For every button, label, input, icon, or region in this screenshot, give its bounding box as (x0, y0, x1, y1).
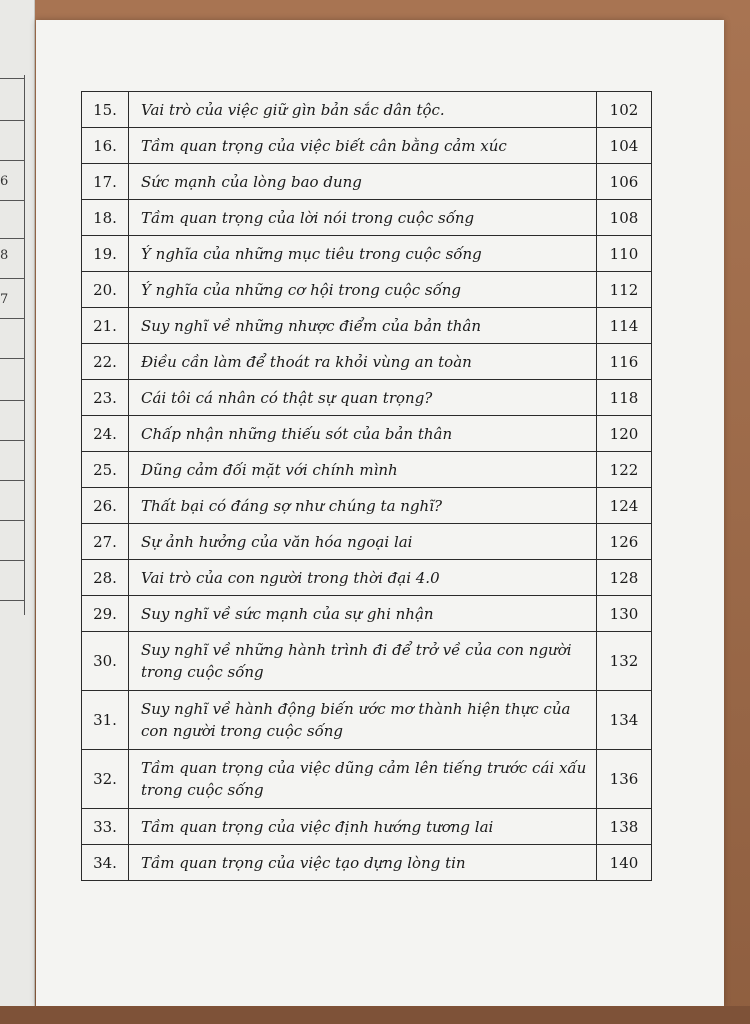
left-page-rule (0, 238, 24, 239)
toc-row-title: Sự ảnh hưởng của văn hóa ngoại lai (129, 524, 597, 560)
toc-row-page: 110 (597, 236, 652, 272)
toc-row (82, 691, 652, 750)
toc-row (82, 308, 652, 344)
toc-row-page: 136 (597, 750, 652, 809)
toc-row-title: Điều cần làm để thoát ra khỏi vùng an toàn (129, 344, 597, 380)
toc-row (82, 596, 652, 632)
toc-row-number: 34. (82, 845, 129, 881)
toc-row (82, 164, 652, 200)
toc-row (82, 92, 652, 128)
toc-row (82, 200, 652, 236)
left-page-rule (0, 318, 24, 319)
toc-row-page: 102 (597, 92, 652, 128)
toc-row-page: 122 (597, 452, 652, 488)
left-page-rule (0, 200, 24, 201)
toc-row-page: 116 (597, 344, 652, 380)
toc-row-title: Ý nghĩa của những cơ hội trong cuộc sống (129, 272, 597, 308)
toc-row (82, 560, 652, 596)
left-page-edge (0, 0, 35, 1024)
left-page-table-border (24, 75, 25, 615)
toc-row-page: 132 (597, 632, 652, 691)
left-page-rule (0, 120, 24, 121)
toc-row (82, 809, 652, 845)
toc-row (82, 750, 652, 809)
toc-row (82, 236, 652, 272)
toc-row (82, 416, 652, 452)
left-page-rule (0, 358, 24, 359)
toc-row-title: Suy nghĩ về hành động biến ước mơ thành hiện thực của con người trong cuộc sống (129, 691, 597, 750)
left-page-rule (0, 160, 24, 161)
toc-row-number: 20. (82, 272, 129, 308)
left-page-rule (0, 78, 24, 79)
left-page-number: 7 (0, 292, 9, 307)
toc-row-number: 15. (82, 92, 129, 128)
toc-row-number: 29. (82, 596, 129, 632)
toc-row-page: 138 (597, 809, 652, 845)
toc-row-number: 25. (82, 452, 129, 488)
toc-row (82, 128, 652, 164)
toc-row (82, 524, 652, 560)
toc-row-page: 140 (597, 845, 652, 881)
toc-row-title: Suy nghĩ về sức mạnh của sự ghi nhận (129, 596, 597, 632)
toc-row-title: Tầm quan trọng của lời nói trong cuộc sống (129, 200, 597, 236)
toc-row-title: Thất bại có đáng sợ như chúng ta nghĩ? (129, 488, 597, 524)
toc-row (82, 380, 652, 416)
toc-row (82, 845, 652, 881)
toc-row-number: 16. (82, 128, 129, 164)
left-page-rule (0, 560, 24, 561)
toc-row-page: 114 (597, 308, 652, 344)
left-page-rule (0, 520, 24, 521)
table-of-contents (81, 91, 652, 881)
table-surface (0, 1006, 750, 1024)
toc-row-page: 134 (597, 691, 652, 750)
toc-body (82, 92, 652, 881)
toc-row (82, 632, 652, 691)
toc-row-title: Cái tôi cá nhân có thật sự quan trọng? (129, 380, 597, 416)
toc-row-number: 22. (82, 344, 129, 380)
left-page-rule (0, 400, 24, 401)
toc-row-page: 118 (597, 380, 652, 416)
left-page-rule (0, 600, 24, 601)
toc-row-number: 17. (82, 164, 129, 200)
toc-row (82, 272, 652, 308)
toc-row-title: Sức mạnh của lòng bao dung (129, 164, 597, 200)
toc-row-page: 104 (597, 128, 652, 164)
book-page (36, 20, 724, 1006)
toc-row (82, 452, 652, 488)
toc-row-number: 31. (82, 691, 129, 750)
toc-row-page: 128 (597, 560, 652, 596)
toc-row-title: Tầm quan trọng của việc tạo dựng lòng tin (129, 845, 597, 881)
toc-row-title: Suy nghĩ về những nhược điểm của bản thân (129, 308, 597, 344)
toc-row-number: 28. (82, 560, 129, 596)
toc-row-number: 19. (82, 236, 129, 272)
toc-row-title: Suy nghĩ về những hành trình đi để trở về của con người trong cuộc sống (129, 632, 597, 691)
left-page-number: 8 (0, 248, 9, 263)
toc-row-page: 120 (597, 416, 652, 452)
toc-row-number: 26. (82, 488, 129, 524)
toc-row-number: 23. (82, 380, 129, 416)
left-page-number: 6 (0, 174, 9, 189)
left-page-rule (0, 440, 24, 441)
toc-row-title: Ý nghĩa của những mục tiêu trong cuộc sống (129, 236, 597, 272)
toc-row-number: 21. (82, 308, 129, 344)
toc-row-page: 124 (597, 488, 652, 524)
toc-row-title: Vai trò của việc giữ gìn bản sắc dân tộc. (129, 92, 597, 128)
left-page-rule (0, 278, 24, 279)
toc-row-page: 130 (597, 596, 652, 632)
toc-row-title: Tầm quan trọng của việc định hướng tương lai (129, 809, 597, 845)
toc-row (82, 488, 652, 524)
toc-row-title: Dũng cảm đối mặt với chính mình (129, 452, 597, 488)
left-page-rule (0, 480, 24, 481)
toc-row-page: 108 (597, 200, 652, 236)
toc-row-page: 112 (597, 272, 652, 308)
toc-row-title: Vai trò của con người trong thời đại 4.0 (129, 560, 597, 596)
toc-row-page: 106 (597, 164, 652, 200)
toc-row-number: 33. (82, 809, 129, 845)
toc-row-number: 32. (82, 750, 129, 809)
toc-row-page: 126 (597, 524, 652, 560)
toc-row-number: 18. (82, 200, 129, 236)
toc-row-title: Tầm quan trọng của việc biết cân bằng cảm xúc (129, 128, 597, 164)
toc-row-number: 24. (82, 416, 129, 452)
toc-row-title: Chấp nhận những thiếu sót của bản thân (129, 416, 597, 452)
toc-row-title: Tầm quan trọng của việc dũng cảm lên tiếng trước cái xấu trong cuộc sống (129, 750, 597, 809)
toc-row-number: 30. (82, 632, 129, 691)
toc-row (82, 344, 652, 380)
toc-row-number: 27. (82, 524, 129, 560)
